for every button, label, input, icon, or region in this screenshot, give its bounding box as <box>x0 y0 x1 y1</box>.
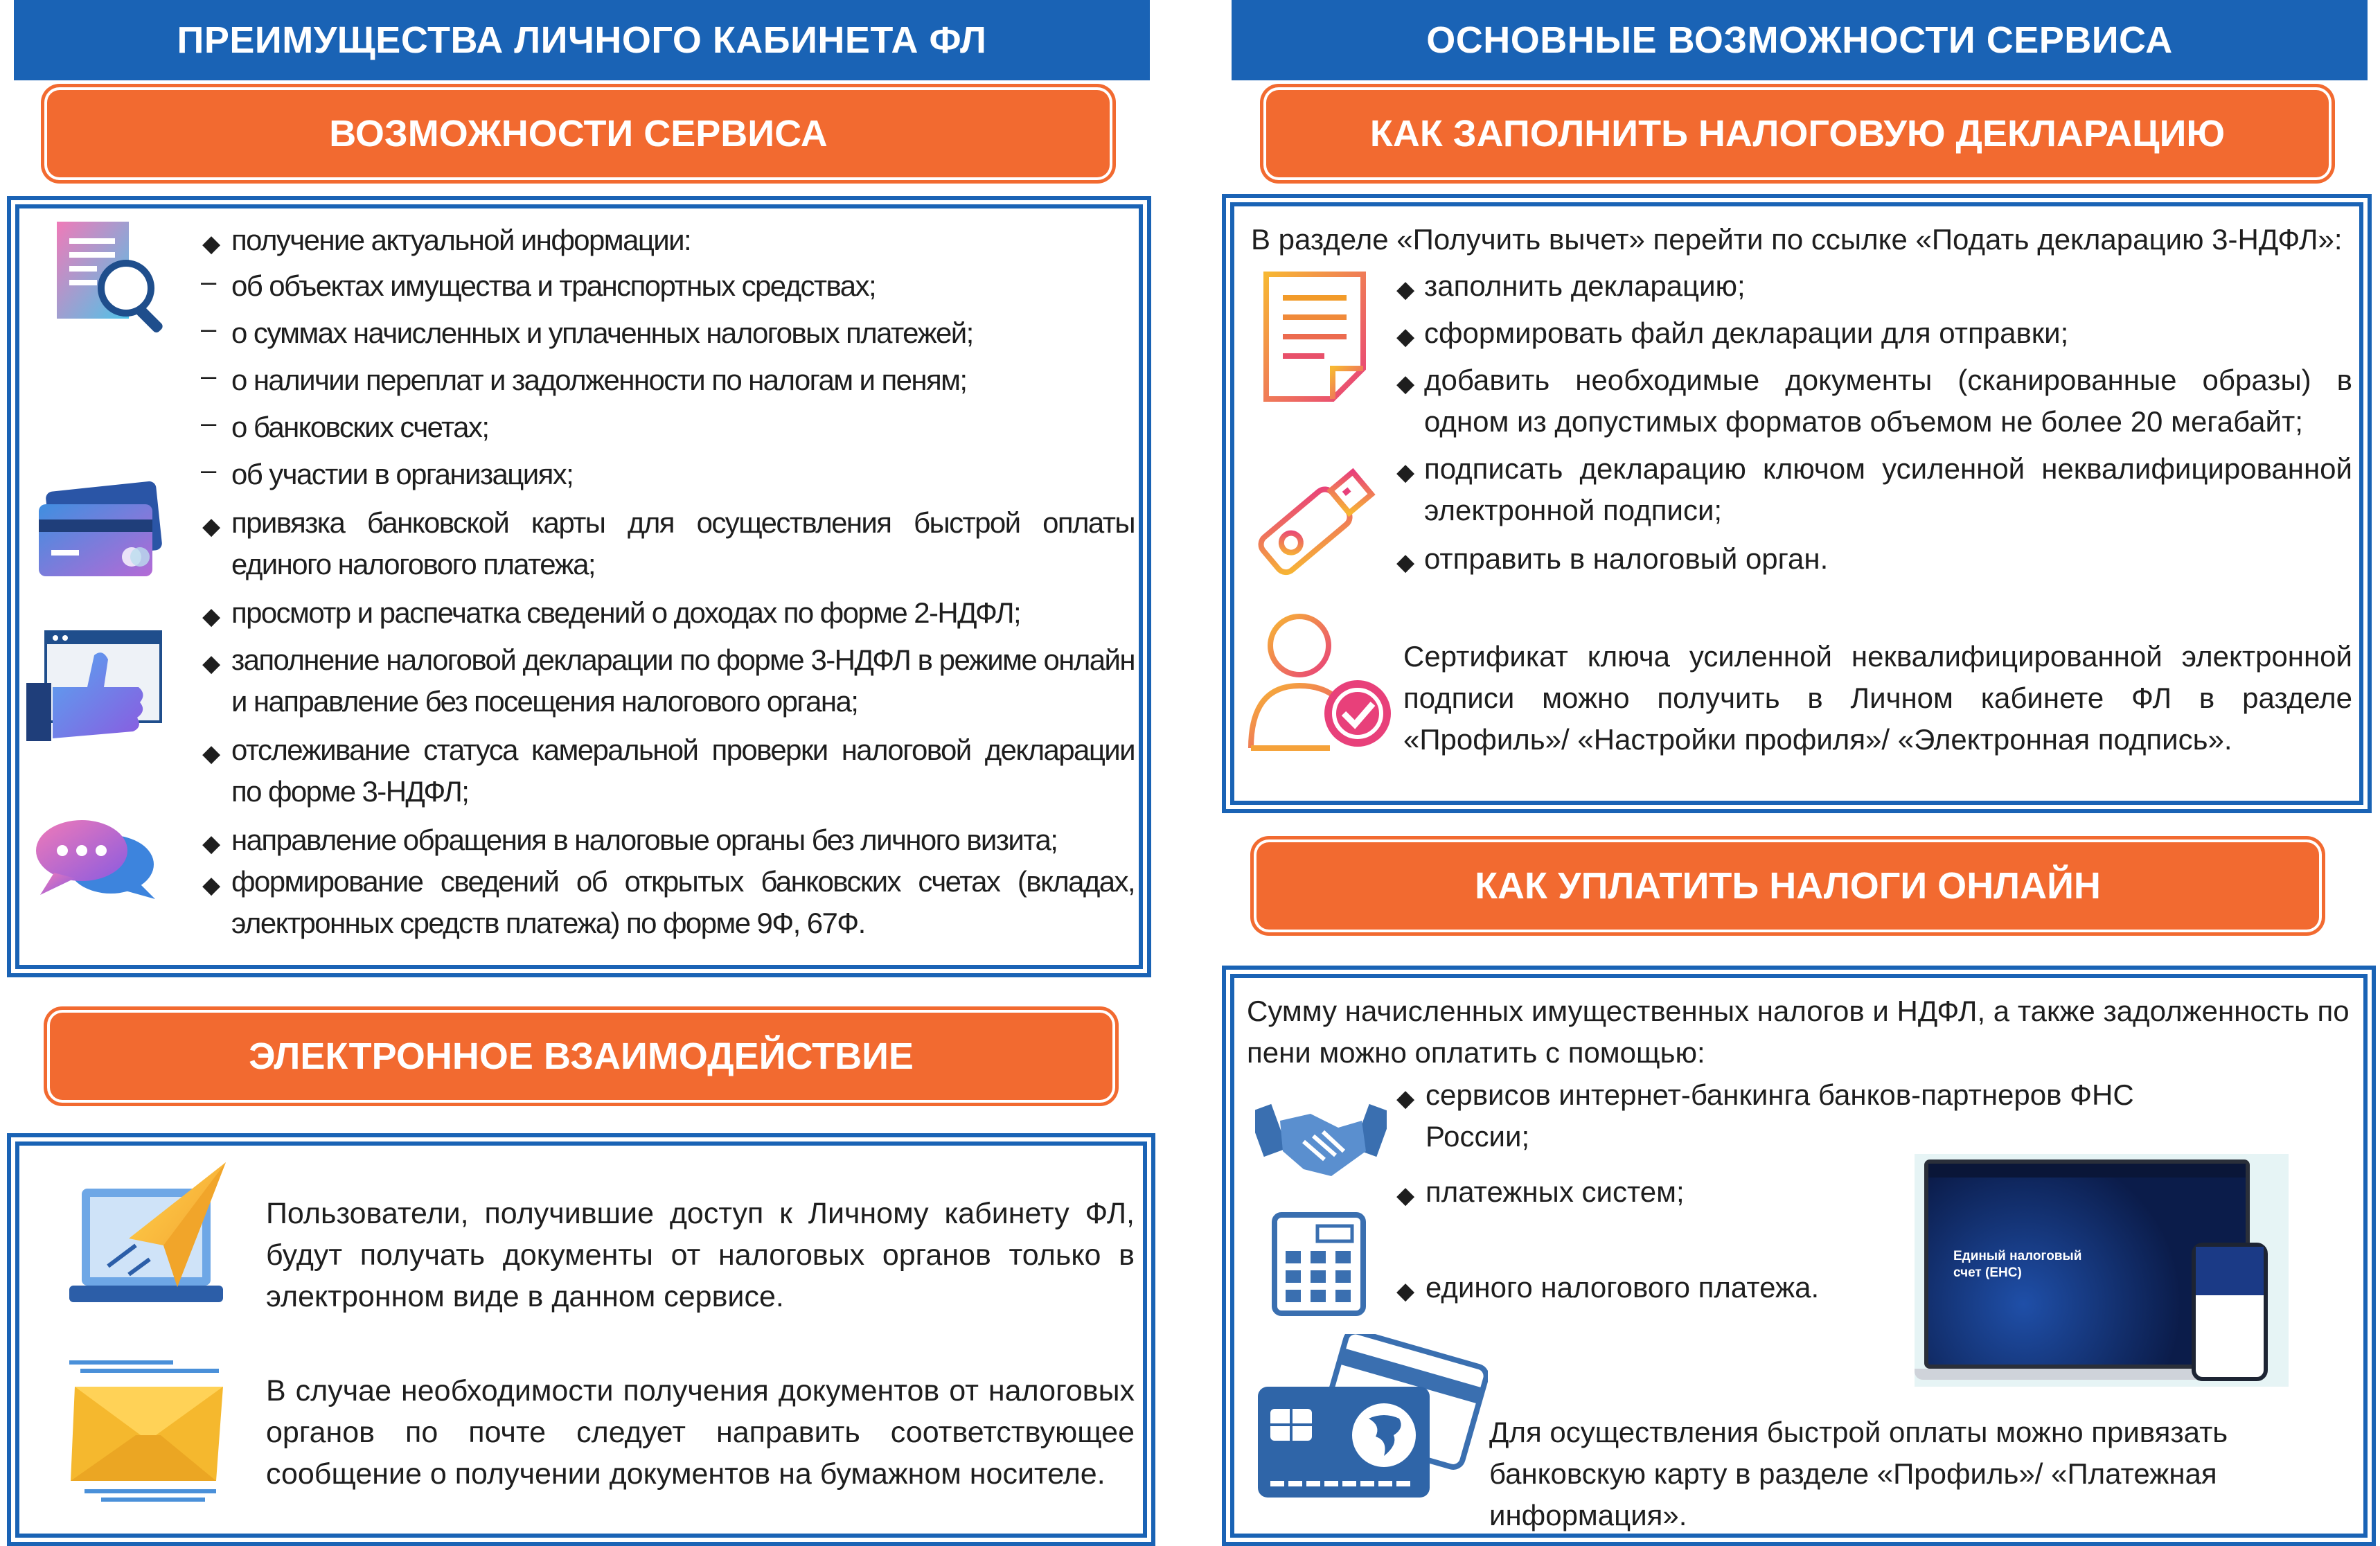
handshake-icon <box>1255 1093 1387 1183</box>
envelope-icon <box>66 1359 233 1504</box>
pay-intro: Сумму начисленных имущественных налогов и НДФЛ, а также задолженность по пени можно оплатить с помощью: <box>1247 995 2350 1069</box>
service-subitem: об объектах имущества и транспортных средствах; <box>231 269 876 302</box>
bullet-icon: ◆ <box>202 872 221 898</box>
laptop-paper-plane-icon <box>66 1155 233 1322</box>
bank-card-icon <box>35 479 166 583</box>
service-item: заполнение налоговой декларации по форме 3-НДФЛ в режиме онлайн и направление без посещения налогового органа; <box>231 643 1135 718</box>
service-subitem: о суммах начисленных и уплаченных налоговых платежей; <box>231 317 973 349</box>
credit-card-globe-icon <box>1252 1334 1488 1507</box>
declaration-title: КАК ЗАПОЛНИТЬ НАЛОГОВУЮ ДЕКЛАРАЦИЮ <box>1266 90 2329 177</box>
left-header: ПРЕИМУЩЕСТВА ЛИЧНОГО КАБИНЕТА ФЛ <box>14 0 1150 80</box>
bullet-icon: ◆ <box>1396 1278 1415 1304</box>
bullet-icon: ◆ <box>202 603 221 630</box>
usb-key-icon <box>1247 452 1385 590</box>
declaration-item: подписать декларацию ключом усиленной неквалифицированной электронной подписи; <box>1424 452 2352 526</box>
bullet-icon: ◆ <box>202 740 221 767</box>
bullet-icon: ◆ <box>202 231 221 257</box>
bullet-icon: ◆ <box>1396 459 1415 486</box>
service-item: отслеживание статуса камеральной проверки налоговой декларации по форме 3-НДФЛ; <box>231 734 1135 808</box>
dash-icon: – <box>201 361 217 391</box>
dash-icon: – <box>201 314 217 344</box>
declaration-item: заполнить декларацию; <box>1424 269 1746 302</box>
certificate-note: Сертификат ключа усиленной неквалифицированной электронной подписи можно получить в Личном кабинете ФЛ в разделе «Профиль»/ «Настройки профиля»/ «Электронная подпись». <box>1403 640 2352 756</box>
phone-header <box>2196 1247 2264 1295</box>
service-subitem: об участии в организациях; <box>231 458 574 490</box>
bullet-icon: ◆ <box>202 650 221 677</box>
document-icon <box>1259 269 1370 405</box>
pay-item: единого налогового платежа. <box>1426 1271 1820 1304</box>
service-title: ВОЗМОЖНОСТИ СЕРВИСА <box>47 90 1110 177</box>
dash-icon: – <box>201 267 217 297</box>
dash-icon: – <box>201 455 217 486</box>
bullet-icon: ◆ <box>202 513 221 540</box>
pay-title: КАК УПЛАТИТЬ НАЛОГИ ОНЛАЙН <box>1256 842 2319 930</box>
phone <box>2192 1243 2268 1381</box>
pay-footer: Для осуществления быстрой оплаты можно привязать банковскую карту в разделе «Профиль»/ «Платежная информация». <box>1489 1416 2228 1531</box>
pay-item: сервисов интернет-банкинга банков-партнеров ФНС России; <box>1426 1078 2134 1153</box>
dash-icon: – <box>201 408 217 438</box>
bullet-icon: ◆ <box>1396 323 1415 350</box>
service-item: получение актуальной информации: <box>231 224 691 256</box>
service-subitem: о банковских счетах; <box>231 411 489 443</box>
bullet-icon: ◆ <box>1396 1085 1415 1112</box>
document-search-icon <box>48 216 180 341</box>
service-item: просмотр и распечатка сведений о доходах по форме 2-НДФЛ; <box>231 596 1021 629</box>
thumbs-up-icon <box>25 628 163 745</box>
screen-topbar <box>1928 1164 2246 1178</box>
chat-bubbles-icon <box>33 817 158 900</box>
service-subitem: о наличии переплат и задолженности по налогам и пеням; <box>231 364 967 396</box>
declaration-item: отправить в налоговый орган. <box>1424 542 1829 575</box>
bullet-icon: ◆ <box>1396 371 1415 397</box>
user-check-icon <box>1247 610 1399 755</box>
bullet-icon: ◆ <box>1396 276 1415 303</box>
service-item: привязка банковской карты для осуществления быстрой оплаты единого налогового платежа; <box>231 506 1135 580</box>
screen-title: Единый налоговый счет (ЕНС) <box>1953 1249 2082 1280</box>
declaration-intro: В разделе «Получить вычет» перейти по ссылке «Подать декларацию 3-НДФЛ»: <box>1251 223 2343 256</box>
bullet-icon: ◆ <box>1396 1182 1415 1209</box>
bullet-icon: ◆ <box>202 830 221 857</box>
right-header: ОСНОВНЫЕ ВОЗМОЖНОСТИ СЕРВИСА <box>1232 0 2368 80</box>
service-item: направление обращения в налоговые органы без личного визита; <box>231 824 1058 856</box>
pay-item: платежных систем; <box>1426 1175 1685 1208</box>
declaration-item: добавить необходимые документы (сканированные образы) в одном из допустимых форматов объемом не более 20 мегабайт; <box>1424 364 2352 438</box>
declaration-item: сформировать файл декларации для отправки; <box>1424 317 2069 349</box>
electronic-paragraph-2: В случае необходимости получения документов от налоговых органов по почте следует направить соответствующее сообщение о получении документов на бумажном носителе. <box>266 1374 1135 1491</box>
ens-screenshot <box>1915 1154 2289 1387</box>
calculator-icon <box>1272 1212 1369 1316</box>
electronic-paragraph-1: Пользователи, получившие доступ к Личному кабинету ФЛ, будут получать документы от налоговых органов только в электронном виде в данном сервисе. <box>266 1197 1135 1313</box>
bullet-icon: ◆ <box>1396 549 1415 576</box>
electronic-title: ЭЛЕКТРОННОЕ ВЗАИМОДЕЙСТВИЕ <box>50 1013 1112 1100</box>
service-item: формирование сведений об открытых банковских счетах (вкладах, электронных средств платежа) по форме 9Ф, 67Ф. <box>231 865 1135 939</box>
